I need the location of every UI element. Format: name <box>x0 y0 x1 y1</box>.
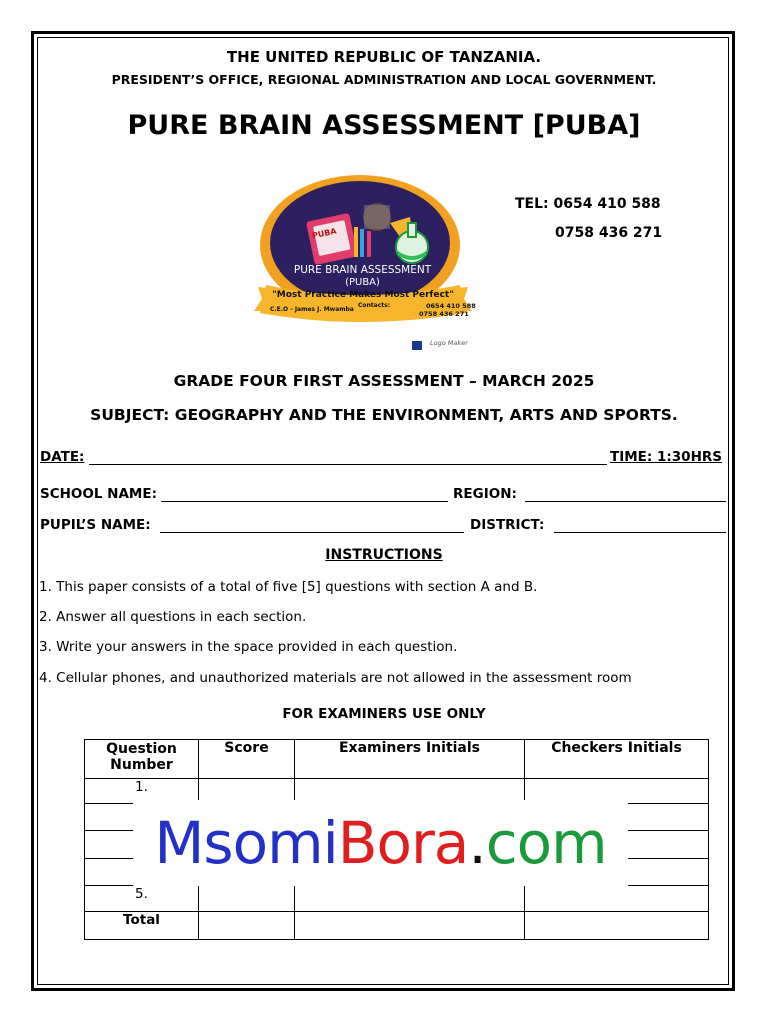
instruction-item: 1. This paper consists of a total of five [5] questions with section A and B. <box>39 579 538 595</box>
logo-contact-2: 0758 436 271 <box>419 310 469 318</box>
assessment-title: PURE BRAIN ASSESSMENT [PUBA] <box>127 110 641 141</box>
msomibora-watermark <box>133 800 628 886</box>
pupil-name-line <box>160 532 464 533</box>
pupil-name-label: PUPIL’S NAME: <box>40 517 151 533</box>
table-row <box>85 886 709 912</box>
logo-contacts-label: Contacts: <box>358 302 391 309</box>
logo-abbr: (PUBA) <box>345 277 380 288</box>
logo-emblem-icon <box>240 165 485 355</box>
total-score-cell[interactable] <box>199 912 295 940</box>
question-number-cell: 5. <box>85 886 199 912</box>
logo-book-label: PUBA <box>311 226 338 241</box>
school-name-line <box>161 501 448 502</box>
logo-name: PURE BRAIN ASSESSMENT <box>293 264 432 276</box>
date-line <box>89 464 607 465</box>
telephone-2: 0758 436 271 <box>555 225 663 241</box>
district-line <box>554 532 726 533</box>
time-label: TIME: 1:30HRS <box>610 449 722 465</box>
total-row <box>85 912 709 940</box>
examiner-initials-cell[interactable] <box>295 886 525 912</box>
column-header-checkers: Checkers Initials <box>525 740 709 779</box>
instructions-heading: INSTRUCTIONS <box>325 547 443 563</box>
watermark-part-2: Bora <box>337 809 469 877</box>
school-name-label: SCHOOL NAME: <box>40 486 157 502</box>
grade-heading: GRADE FOUR FIRST ASSESSMENT – MARCH 2025 <box>173 372 595 390</box>
logo-slogan: "Most Practice Makes Most Perfect" <box>272 290 454 300</box>
instruction-item: 4. Cellular phones, and unauthorized materials are not allowed in the assessment room <box>39 670 632 686</box>
instruction-item: 3. Write your answers in the space provided in each question. <box>39 639 458 655</box>
logo-ceo: C.E.O - James J. Mwamba <box>270 306 354 313</box>
subject-heading: SUBJECT: GEOGRAPHY AND THE ENVIRONMENT, ARTS AND SPORTS. <box>90 406 678 424</box>
question-number-cell: 1. <box>85 779 199 804</box>
column-header-examiners: Examiners Initials <box>295 740 525 779</box>
table-header-row <box>85 740 709 779</box>
watermark-part-4: com <box>485 809 607 877</box>
country-heading: THE UNITED REPUBLIC OF TANZANIA. <box>226 48 542 66</box>
checker-initials-cell[interactable] <box>525 886 709 912</box>
telephone-1: TEL: 0654 410 588 <box>515 196 661 212</box>
examiners-heading: FOR EXAMINERS USE ONLY <box>282 706 486 722</box>
column-header-score: Score <box>199 740 295 779</box>
date-label: DATE: <box>40 449 85 465</box>
watermark-part-3: . <box>468 809 486 877</box>
region-label: REGION: <box>453 486 517 502</box>
district-label: DISTRICT: <box>470 517 545 533</box>
total-label: Total <box>85 912 199 940</box>
score-cell[interactable] <box>199 886 295 912</box>
logo-contact-1: 0654 410 588 <box>426 302 476 310</box>
column-header-question: Question Number <box>85 740 199 779</box>
total-checker-cell[interactable] <box>525 912 709 940</box>
total-examiner-cell[interactable] <box>295 912 525 940</box>
instruction-item: 2. Answer all questions in each section. <box>39 609 307 625</box>
region-line <box>525 501 726 502</box>
office-heading: PRESIDENT’S OFFICE, REGIONAL ADMINISTRATION AND LOCAL GOVERNMENT. <box>111 72 657 87</box>
watermark-part-1: Msomi <box>154 809 338 877</box>
puba-logo <box>240 165 485 355</box>
logo-maker-credit: Logo Maker <box>430 339 468 347</box>
